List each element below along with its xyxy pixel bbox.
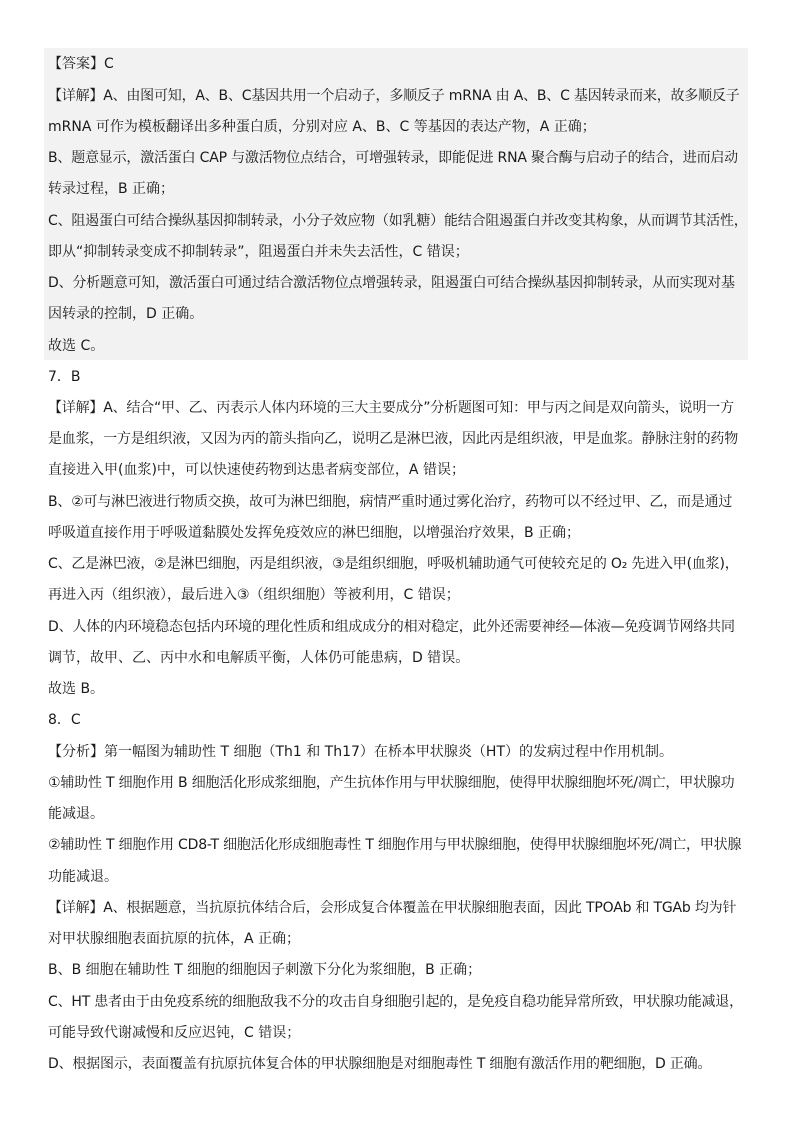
text-line: mRNA 可作为模板翻译出多种蛋白质，分别对应 A、B、C 等基因的表达产物，A 正确；	[48, 119, 596, 135]
text-line: 【详解】A、根据题意，当抗原抗体结合后，会形成复合体覆盖在甲状腺细胞表面，因此 TPOAb 和 TGAb 均为针	[48, 900, 737, 916]
text-line: 呼吸道直接作用于呼吸道黏膜处发挥免疫效应的淋巴细胞，以增强治疗效果，B 正确；	[48, 525, 581, 541]
text-line: 是血浆，一方是组织液，又因为丙的箭头指向乙，说明乙是淋巴液，因此丙是组织液，甲是血浆。静脉注射的药物	[48, 431, 738, 447]
text-line: D、分析题意可知，激活蛋白可通过结合激活物位点增强转录，阻遏蛋白可结合操纵基因抑制转录，从而实现对基	[48, 275, 735, 291]
text-line: 因转录的控制，D 正确。	[48, 306, 204, 322]
text-line: D、人体的内环境稳态包括内环境的理化性质和组成成分的相对稳定，此外还需要神经—体液—免疫调节网络共同	[48, 619, 735, 635]
text-line: B、②可与淋巴液进行物质交换，故可为淋巴细胞，病情严重时通过雾化治疗，药物可以不经过甲、乙，而是通过	[48, 494, 733, 510]
text-line: 对甲状腺细胞表面抗原的抗体，A 正确；	[48, 931, 301, 947]
question-number: 8．C	[48, 712, 81, 728]
text-line: 可能导致代谢减慢和反应迟钝，C 错误；	[48, 1025, 301, 1041]
text-line: B、B 细胞在辅助性 T 细胞的细胞因子刺激下分化为浆细胞，B 正确；	[48, 962, 482, 978]
text-line: 【详解】A、结合“甲、乙、丙表示人体内环境的三大主要成分”分析题图可知：甲与丙之间是双向箭头，说明一方	[48, 400, 734, 416]
text-line: 转录过程，B 正确；	[48, 181, 175, 197]
text-line: 直接进入甲(血浆)中，可以快速使药物到达患者病变部位，A 错误；	[48, 462, 465, 478]
text-line: 【分析】第一幅图为辅助性 T 细胞（Th1 和 Th17）在桥本甲状腺炎（HT）的发病过程中作用机制。	[48, 744, 674, 760]
text-line: C、乙是淋巴液，②是淋巴细胞，丙是组织液，③是组织细胞，呼吸机辅助通气可使较充足的 O₂ 先进入甲(血浆)，	[48, 556, 739, 572]
text-line: D、根据图示，表面覆盖有抗原抗体复合体的甲状腺细胞是对细胞毒性 T 细胞有激活作用的靶细胞，D 正确。	[48, 1056, 712, 1072]
text-line: ②辅助性 T 细胞作用 CD8-T 细胞活化形成细胞毒性 T 细胞作用与甲状腺细胞，使得甲状腺细胞坏死/凋亡，甲状腺	[48, 837, 742, 853]
text-line: C、HT 患者由于由免疫系统的细胞敌我不分的攻击自身细胞引起的，是免疫自稳功能异常所致，甲状腺功能减退，	[48, 994, 743, 1010]
text-line: C、阻遏蛋白可结合操纵基因抑制转录，小分子效应物（如乳糖）能结合阻遏蛋白并改变其构象，从而调节其活性，	[48, 213, 748, 229]
question-number: 7．B	[48, 369, 81, 385]
conclusion-line: 故选 B。	[48, 681, 105, 697]
text-line: 功能减退。	[48, 869, 118, 885]
text-line: 即从“抑制转录变成不抑制转录”，阻遏蛋白并未失去活性，C 错误；	[48, 244, 469, 260]
text-line: B、题意显示，激活蛋白 CAP 与激活物位点结合，可增强转录，即能促进 RNA 聚合酶与启动子的结合，进而启动	[48, 150, 738, 166]
text-line: 【详解】A、由图可知，A、B、C基因共用一个启动子，多顺反子 mRNA 由 A、B、C 基因转录而来，故多顺反子	[48, 88, 740, 104]
text-line: 调节，故甲、乙、丙中水和电解质平衡，人体仍可能患病，D 错误。	[48, 650, 470, 666]
text-line: 能减退。	[48, 806, 104, 822]
conclusion-line: 故选 C。	[48, 338, 105, 354]
text-line: 再进入丙（组织液），最后进入③（组织细胞）等被利用，C 错误；	[48, 587, 460, 603]
answer-label: 【答案】C	[48, 56, 114, 72]
text-line: ①辅助性 T 细胞作用 B 细胞活化形成浆细胞，产生抗体作用与甲状腺细胞，使得甲状腺细胞坏死/凋亡，甲状腺功	[48, 775, 735, 791]
